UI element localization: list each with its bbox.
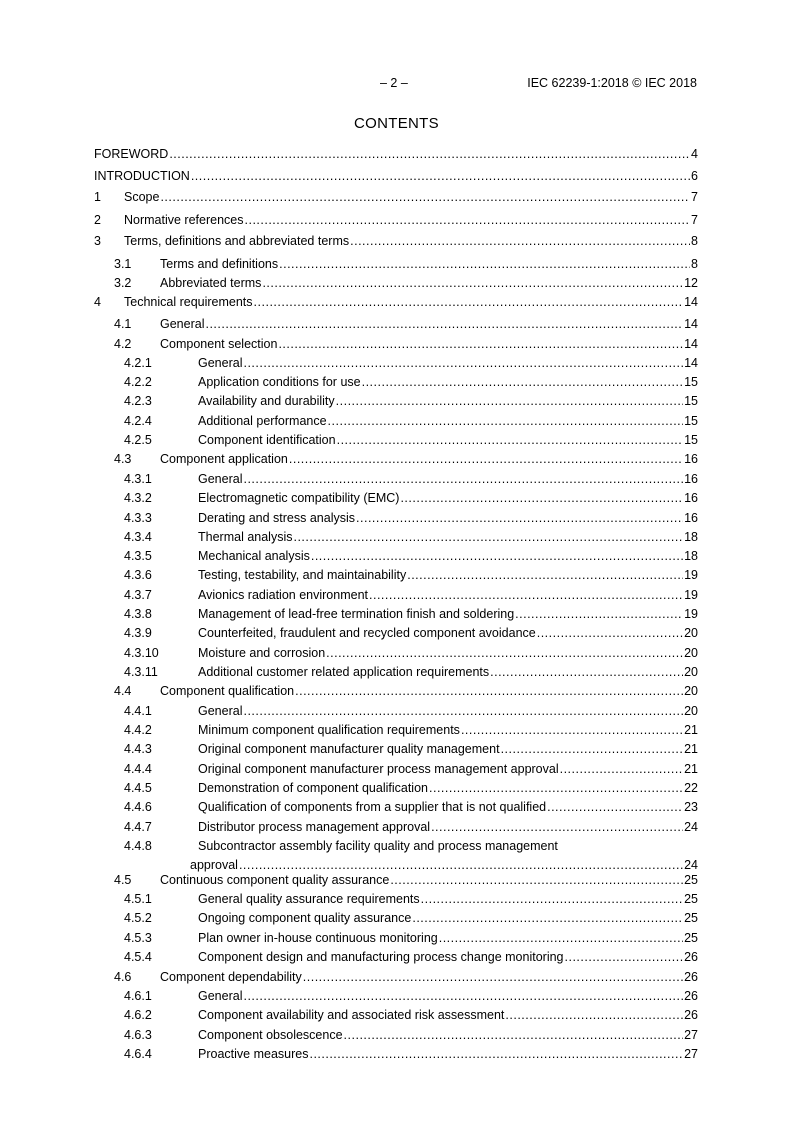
dot-leader (337, 432, 684, 448)
toc-entry-label: Additional customer related application requirements (198, 665, 490, 679)
toc-entry-page: 26 (684, 970, 698, 984)
dot-leader (407, 567, 683, 583)
toc-entry-label: Avionics radiation environment (198, 588, 369, 602)
dot-leader (429, 780, 683, 796)
dot-leader (501, 741, 684, 757)
toc-entry-label: General (198, 472, 243, 486)
toc-entry-number: 4.3.6 (124, 568, 152, 582)
toc-entry-label: Component selection (160, 337, 278, 351)
toc-entry[interactable] (94, 471, 698, 487)
dot-leader (243, 471, 683, 487)
toc-entry-label: Component availability and associated risk assessment (198, 1008, 505, 1022)
toc-entry-label: Component design and manufacturing process change monitoring (198, 950, 564, 964)
dot-leader (311, 548, 683, 564)
toc-entry-label: Moisture and corrosion (198, 646, 326, 660)
toc-entry-label: Original component manufacturer quality management (198, 742, 500, 756)
toc-entry-page: 16 (684, 491, 698, 505)
dot-leader (356, 510, 683, 526)
toc-entry-label: Scope (124, 190, 160, 204)
dot-leader (537, 625, 683, 641)
toc-entry-label: Counterfeited, fraudulent and recycled component avoidance (198, 626, 536, 640)
dot-leader (243, 703, 683, 719)
dot-leader (245, 212, 691, 228)
toc-entry-number: 4.4 (114, 684, 132, 698)
toc-entry-number: 4.5 (114, 873, 132, 887)
toc-entry[interactable] (94, 891, 698, 907)
toc-entry-number: 4 (94, 295, 101, 309)
toc-entry-label: Terms and definitions (160, 257, 279, 271)
toc-entry-page: 27 (684, 1028, 698, 1042)
toc-entry[interactable] (94, 413, 698, 429)
dot-leader (303, 969, 683, 985)
toc-entry[interactable] (94, 336, 698, 352)
toc-entry-label: Technical requirements (124, 295, 253, 309)
toc-entry[interactable] (94, 741, 698, 757)
dot-leader (243, 988, 683, 1004)
toc-entry[interactable] (94, 722, 698, 738)
dot-leader (254, 294, 684, 310)
toc-entry-label: Testing, testability, and maintainability (198, 568, 407, 582)
dot-leader (412, 910, 683, 926)
toc-entry[interactable] (94, 212, 698, 228)
toc-entry-label: General (198, 704, 243, 718)
toc-entry-number: 4.6.2 (124, 1008, 152, 1022)
toc-entry-number: 4.2.3 (124, 394, 152, 408)
dot-leader (239, 857, 683, 873)
dot-leader (400, 490, 683, 506)
toc-entry-label: Thermal analysis (198, 530, 293, 544)
toc-entry-label: Derating and stress analysis (198, 511, 356, 525)
toc-entry-number: 4.4.6 (124, 800, 152, 814)
toc-entry-number: 4.5.3 (124, 931, 152, 945)
toc-entry-number: 4.6 (114, 970, 132, 984)
dot-leader (350, 233, 690, 249)
dot-leader (565, 949, 684, 965)
toc-entry-page: 7 (691, 213, 698, 227)
toc-entry-label: Normative references (124, 213, 244, 227)
toc-entry-label: Original component manufacturer process management approval (198, 762, 559, 776)
toc-entry-label: Component obsolescence (198, 1028, 343, 1042)
toc-entry-number: 4.5.1 (124, 892, 152, 906)
dot-leader (362, 374, 683, 390)
dot-leader (293, 529, 683, 545)
toc-entry[interactable] (94, 819, 698, 835)
toc-entry-label: Component qualification (160, 684, 295, 698)
toc-entry-label: General (198, 989, 243, 1003)
toc-entry-page: 21 (684, 742, 698, 756)
toc-entry-label: Minimum component qualification requirements (198, 723, 460, 737)
toc-entry-label: Terms, definitions and abbreviated terms (124, 234, 350, 248)
toc-entry[interactable] (94, 146, 698, 162)
toc-entry-page: 23 (684, 800, 698, 814)
toc-entry-number: 4.3.9 (124, 626, 152, 640)
toc-entry-page: 7 (691, 190, 698, 204)
toc-entry-number: 3.2 (114, 276, 132, 290)
toc-entry-label: Subcontractor assembly facility quality and process management (198, 839, 558, 853)
toc-entry-page: 24 (684, 858, 698, 872)
toc-entry[interactable] (94, 949, 698, 965)
toc-entry-label: Distributor process management approval (198, 820, 431, 834)
toc-entry[interactable] (94, 969, 698, 985)
toc-entry-number: 4.1 (114, 317, 132, 331)
toc-entry-page: 20 (684, 626, 698, 640)
toc-entry-number: 4.4.5 (124, 781, 152, 795)
dot-leader (421, 891, 683, 907)
dot-leader (191, 168, 690, 184)
toc-entry-page: 19 (684, 607, 698, 621)
dot-leader (278, 336, 683, 352)
toc-entry-number: 3 (94, 234, 101, 248)
toc-entry-number: 4.3.2 (124, 491, 152, 505)
toc-entry-number: 4.3.3 (124, 511, 152, 525)
dot-leader (289, 451, 683, 467)
toc-entry[interactable] (94, 510, 698, 526)
toc-entry[interactable] (94, 294, 698, 310)
toc-entry[interactable] (94, 664, 698, 680)
toc-entry-number: 4.4.2 (124, 723, 152, 737)
toc-entry-page: 15 (684, 375, 698, 389)
toc-entry-label: Additional performance (198, 414, 327, 428)
toc-entry-number: 4.2.5 (124, 433, 152, 447)
toc-entry[interactable] (94, 393, 698, 409)
toc-entry-label: Demonstration of component qualification (198, 781, 428, 795)
toc-entry-label: FOREWORD (94, 147, 169, 161)
toc-entry-label: General quality assurance requirements (198, 892, 420, 906)
toc-entry-page: 18 (684, 530, 698, 544)
toc-entry[interactable] (94, 761, 698, 777)
toc-entry-number: 4.3 (114, 452, 132, 466)
toc-entry[interactable] (94, 490, 698, 506)
dot-leader (439, 930, 683, 946)
dot-leader (431, 819, 683, 835)
toc-entry[interactable] (94, 910, 698, 926)
toc-entry-page: 15 (684, 394, 698, 408)
toc-entry-page: 20 (684, 646, 698, 660)
dot-leader (336, 393, 683, 409)
toc-entry-page: 20 (684, 704, 698, 718)
toc-entry-page: 4 (691, 147, 698, 161)
dot-leader (547, 799, 683, 815)
toc-entry-label: Component application (160, 452, 288, 466)
dot-leader (490, 664, 683, 680)
toc-entry[interactable] (94, 529, 698, 545)
toc-entry[interactable] (94, 930, 698, 946)
toc-entry[interactable] (94, 988, 698, 1004)
toc-entry-page: 25 (684, 873, 698, 887)
page-title: CONTENTS (354, 115, 439, 132)
toc-entry[interactable] (94, 168, 698, 184)
toc-entry-label: Mechanical analysis (198, 549, 310, 563)
toc-entry-page: 14 (684, 317, 698, 331)
dot-leader (262, 275, 683, 291)
toc-entry-page: 14 (684, 337, 698, 351)
standard-reference: IEC 62239-1:2018 © IEC 2018 (527, 76, 697, 90)
toc-entry-label: General (160, 317, 205, 331)
toc-entry-label: Application conditions for use (198, 375, 361, 389)
toc-entry-page: 16 (684, 472, 698, 486)
toc-entry-page: 16 (684, 511, 698, 525)
toc-entry-label: Management of lead-free termination finish and soldering (198, 607, 515, 621)
toc-entry-number: 4.6.3 (124, 1028, 152, 1042)
toc-entry[interactable] (94, 683, 698, 699)
toc-entry-number: 4.3.4 (124, 530, 152, 544)
toc-entry-label: Proactive measures (198, 1047, 309, 1061)
dot-leader (295, 683, 683, 699)
toc-entry-page: 8 (691, 257, 698, 271)
toc-entry[interactable] (94, 625, 698, 641)
page-number: – 2 – (380, 76, 408, 90)
toc-entry-number: 4.2.2 (124, 375, 152, 389)
dot-leader (390, 872, 683, 888)
toc-entry-number: 4.2 (114, 337, 132, 351)
toc-entry-page: 15 (684, 433, 698, 447)
toc-entry[interactable] (94, 799, 698, 815)
toc-entry-page: 16 (684, 452, 698, 466)
toc-entry-page: 21 (684, 723, 698, 737)
toc-entry-number: 4.3.10 (124, 646, 159, 660)
toc-entry[interactable] (94, 703, 698, 719)
toc-entry-label: Component identification (198, 433, 336, 447)
toc-entry-page: 8 (691, 234, 698, 248)
toc-entry-number: 1 (94, 190, 101, 204)
toc-entry-number: 4.4.7 (124, 820, 152, 834)
toc-entry[interactable] (94, 780, 698, 796)
toc-entry[interactable] (94, 1027, 698, 1043)
toc-entry-label: Qualification of components from a supplier that is not qualified (198, 800, 547, 814)
toc-entry-number: 2 (94, 213, 101, 227)
toc-entry[interactable] (94, 189, 698, 205)
toc-entry[interactable] (94, 256, 698, 272)
toc-entry[interactable] (94, 1007, 698, 1023)
toc-entry[interactable] (94, 316, 698, 332)
toc-entry-number: 4.3.7 (124, 588, 152, 602)
toc-entry-page: 6 (691, 169, 698, 183)
toc-entry-page: 25 (684, 931, 698, 945)
toc-entry-page: 26 (684, 950, 698, 964)
dot-leader (309, 1046, 683, 1062)
toc-entry-page: 14 (684, 356, 698, 370)
toc-entry-label: Ongoing component quality assurance (198, 911, 412, 925)
toc-entry-page: 27 (684, 1047, 698, 1061)
dot-leader (169, 146, 690, 162)
toc-entry[interactable] (94, 567, 698, 583)
dot-leader (326, 645, 683, 661)
toc-entry-number: 4.4.4 (124, 762, 152, 776)
toc-entry-label: INTRODUCTION (94, 169, 190, 183)
toc-entry[interactable] (94, 432, 698, 448)
toc-entry-number: 4.4.3 (124, 742, 152, 756)
toc-entry-page: 25 (684, 911, 698, 925)
toc-entry-label: General (198, 356, 243, 370)
toc-entry-number: 4.5.2 (124, 911, 152, 925)
toc-entry-page: 20 (684, 684, 698, 698)
toc-entry-label: Electromagnetic compatibility (EMC) (198, 491, 400, 505)
dot-leader (560, 761, 683, 777)
toc-entry[interactable] (94, 1046, 698, 1062)
toc-entry-page: 25 (684, 892, 698, 906)
toc-entry-page: 22 (684, 781, 698, 795)
toc-entry-page: 12 (684, 276, 698, 290)
toc-entry[interactable] (94, 233, 698, 249)
toc-entry-number: 3.1 (114, 257, 132, 271)
toc-entry[interactable] (94, 606, 698, 622)
dot-leader (344, 1027, 684, 1043)
dot-leader (328, 413, 684, 429)
toc-entry-label: approval (190, 858, 238, 872)
toc-entry-number: 4.4.8 (124, 839, 152, 853)
toc-entry-number: 4.6.1 (124, 989, 152, 1003)
dot-leader (515, 606, 683, 622)
toc-entry-number: 4.5.4 (124, 950, 152, 964)
dot-leader (369, 587, 683, 603)
dot-leader (279, 256, 690, 272)
toc-entry-number: 4.4.1 (124, 704, 152, 718)
toc-entry-label: Abbreviated terms (160, 276, 262, 290)
toc-entry-number: 4.2.1 (124, 356, 152, 370)
toc-entry-number: 4.3.5 (124, 549, 152, 563)
toc-entry[interactable] (94, 645, 698, 661)
toc-entry[interactable] (94, 451, 698, 467)
dot-leader (205, 316, 683, 332)
toc-entry[interactable] (94, 548, 698, 564)
toc-entry-page: 21 (684, 762, 698, 776)
toc-entry-label: Availability and durability (198, 394, 335, 408)
dot-leader (160, 189, 690, 205)
toc-entry[interactable] (94, 275, 698, 291)
toc-entry-number: 4.3.1 (124, 472, 152, 486)
toc-entry-number: 4.2.4 (124, 414, 152, 428)
toc-entry-page: 14 (684, 295, 698, 309)
toc-entry[interactable] (94, 374, 698, 390)
toc-entry-label: Plan owner in-house continuous monitoring (198, 931, 438, 945)
dot-leader (243, 355, 683, 371)
toc-entry[interactable] (94, 857, 698, 873)
toc-entry-page: 15 (684, 414, 698, 428)
dot-leader (505, 1007, 683, 1023)
toc-entry-page: 18 (684, 549, 698, 563)
toc-entry-label: Continuous component quality assurance (160, 873, 390, 887)
toc-entry-page: 20 (684, 665, 698, 679)
toc-entry-label: Component dependability (160, 970, 302, 984)
toc-entry[interactable] (94, 872, 698, 888)
toc-entry-number: 4.3.11 (124, 665, 158, 679)
toc-entry[interactable] (94, 355, 698, 371)
toc-entry-page: 19 (684, 568, 698, 582)
toc-entry-page: 26 (684, 1008, 698, 1022)
toc-entry-page: 19 (684, 588, 698, 602)
toc-entry-number: 4.6.4 (124, 1047, 152, 1061)
dot-leader (461, 722, 683, 738)
toc-entry-page: 24 (684, 820, 698, 834)
toc-entry-number: 4.3.8 (124, 607, 152, 621)
toc-entry-page: 26 (684, 989, 698, 1003)
toc-entry[interactable] (94, 587, 698, 603)
